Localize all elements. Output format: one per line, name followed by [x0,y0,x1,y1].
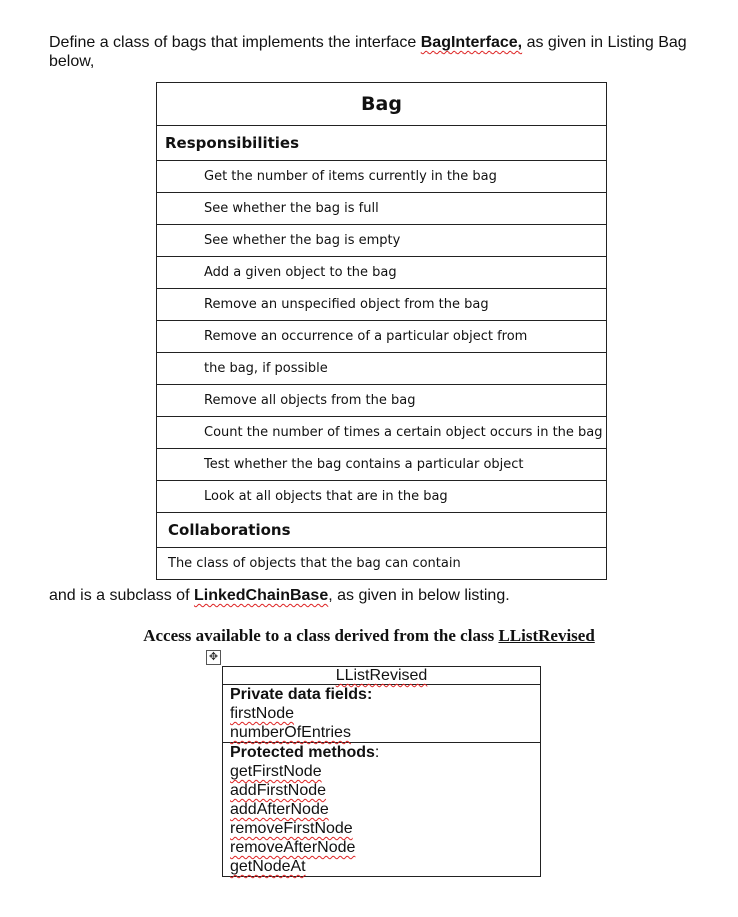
intro-paragraph [49,33,689,71]
subclass-text-after: , as given in below listing. [328,587,510,604]
access-heading [0,626,738,646]
protected-colon: : [374,744,380,761]
subclass-paragraph [49,587,510,605]
table-move-handle-icon[interactable]: ✥ [206,650,221,665]
subclass-text-before: and is a subclass of [49,587,194,604]
protected-method: getFirstNode [230,763,322,780]
private-field: firstNode [230,705,295,722]
collaborations-heading: Collaborations [157,513,607,548]
protected-method: removeAfterNode [230,839,356,856]
intro-text-after: as given in Listing Bag below, [49,34,687,70]
responsibility-item: Test whether the bag contains a particular object [157,449,607,481]
protected-method: addFirstNode [230,782,327,799]
uml-private-section [223,685,541,743]
crc-card-table [156,82,607,580]
uml-class-table [222,666,541,877]
responsibility-item: Add a given object to the bag [157,257,607,289]
responsibility-item: the bag, if possible [157,353,607,385]
responsibility-item: Remove all objects from the bag [157,385,607,417]
uml-class-name-cell [223,667,541,685]
private-heading: Private data fields: [230,686,373,703]
superclass-name: LinkedChainBase [193,587,329,604]
intro-text-before: Define a class of bags that implements the interface [49,34,421,51]
interface-name: BagInterface, [420,34,523,51]
responsibility-item: Get the number of items currently in the bag [157,161,607,193]
crc-title: Bag [157,83,607,126]
protected-method: addAfterNode [230,801,329,818]
protected-method: getNodeAt [230,858,306,875]
responsibility-item: Remove an unspecified object from the bag [157,289,607,321]
collaboration-item: The class of objects that the bag can contain [157,548,607,580]
responsibilities-heading: Responsibilities [157,126,607,161]
access-heading-text: Access available to a class derived from the class [143,626,499,645]
responsibility-item: See whether the bag is full [157,193,607,225]
access-heading-class: LListRevised [498,626,595,645]
responsibility-item: Count the number of times a certain object occurs in the bag [157,417,607,449]
responsibility-item: Look at all objects that are in the bag [157,481,607,513]
responsibility-item: Remove an occurrence of a particular object from [157,321,607,353]
private-field: numberOfEntries [230,724,351,741]
uml-protected-section [223,743,541,877]
protected-method: removeFirstNode [230,820,353,837]
uml-class-name: LListRevised [335,667,428,684]
responsibility-item: See whether the bag is empty [157,225,607,257]
protected-heading: Protected methods [230,744,375,761]
